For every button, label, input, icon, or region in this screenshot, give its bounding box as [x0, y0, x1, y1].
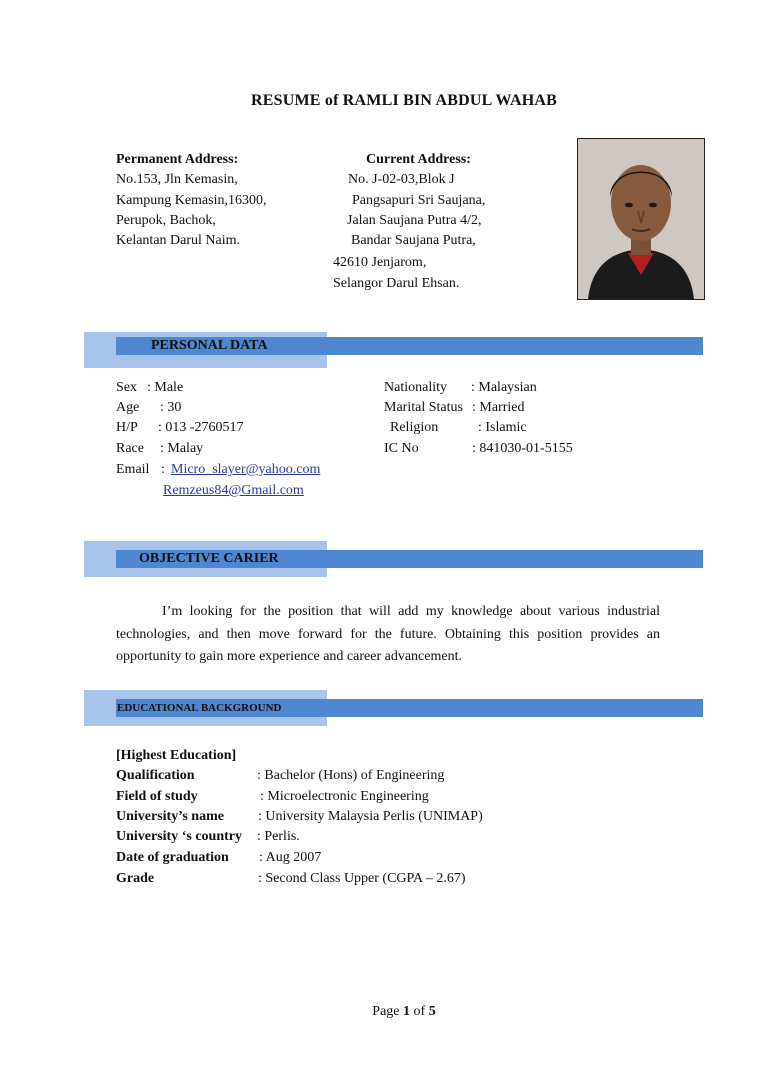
- graduation-date-value: : Aug 2007: [259, 850, 322, 865]
- sex-value: : Male: [147, 380, 184, 395]
- education-heading: [Highest Education]: [116, 748, 237, 763]
- marital-status-label: Marital Status: [384, 400, 463, 415]
- profile-photo-image: [578, 139, 704, 299]
- university-name-value: : University Malaysia Perlis (UNIMAP): [258, 809, 483, 824]
- permanent-address-line: Perupok, Bachok,: [116, 213, 216, 228]
- email-link-secondary[interactable]: Remzeus84@Gmail.com: [163, 483, 304, 498]
- age-label: Age: [116, 400, 140, 415]
- university-country-value: : Perlis.: [257, 829, 300, 844]
- sex-label: Sex: [116, 380, 137, 395]
- religion-label: Religion: [390, 420, 439, 435]
- section-title-personal-data: PERSONAL DATA: [151, 338, 268, 353]
- section-title-education: EDUCATIONAL BACKGROUND: [117, 702, 282, 714]
- field-of-study-label: Field of study: [116, 789, 198, 804]
- permanent-address-heading: Permanent Address:: [116, 152, 239, 167]
- current-page: 1: [403, 1004, 411, 1019]
- age-value: : 30: [160, 400, 182, 415]
- permanent-address-line: Kelantan Darul Naim.: [116, 233, 241, 248]
- current-address-line: Jalan Saujana Putra 4/2,: [347, 213, 482, 228]
- objective-paragraph: I’m looking for the position that will add my knowledge about various industrial technologies, and then move forward for the future. Obtaining this position provides an opportunity to gain more experience and career advancement.: [116, 604, 660, 664]
- resume-title: RESUME of RAMLI BIN ABDUL WAHAB: [251, 92, 557, 109]
- qualification-label: Qualification: [116, 768, 195, 783]
- of-word: of: [413, 1004, 426, 1019]
- nationality-label: Nationality: [384, 380, 447, 395]
- race-value: : Malay: [160, 441, 204, 456]
- email-link-primary[interactable]: Micro_slayer@yahoo.com: [171, 462, 321, 477]
- email-separator: :: [161, 462, 165, 477]
- current-address-line: 42610 Jenjarom,: [333, 255, 427, 270]
- current-address-line: Bandar Saujana Putra,: [351, 233, 476, 248]
- hp-value: : 013 -2760517: [158, 420, 244, 435]
- hp-label: H/P: [116, 420, 138, 435]
- page-word: Page: [372, 1004, 400, 1019]
- current-address-heading: Current Address:: [366, 152, 471, 167]
- qualification-value: : Bachelor (Hons) of Engineering: [257, 768, 445, 783]
- marital-status-value: : Married: [472, 400, 525, 415]
- current-address-line: Pangsapuri Sri Saujana,: [352, 193, 486, 208]
- section-title-objective: OBJECTIVE CARIER: [139, 551, 279, 566]
- total-pages: 5: [428, 1004, 436, 1019]
- university-country-label: University ‘s country: [116, 829, 242, 844]
- email-label: Email: [116, 462, 150, 477]
- grade-value: : Second Class Upper (CGPA – 2.67): [258, 871, 466, 886]
- page-number: [0, 1004, 768, 1020]
- grade-label: Grade: [116, 871, 155, 886]
- university-name-label: University’s name: [116, 809, 224, 824]
- graduation-date-label: Date of graduation: [116, 850, 229, 865]
- race-label: Race: [116, 441, 144, 456]
- profile-photo: [577, 138, 705, 300]
- ic-no-value: : 841030-01-5155: [472, 441, 573, 456]
- permanent-address-line: No.153, Jln Kemasin,: [116, 172, 238, 187]
- nationality-value: : Malaysian: [471, 380, 537, 395]
- religion-value: : Islamic: [478, 420, 527, 435]
- current-address-line: Selangor Darul Ehsan.: [333, 276, 460, 291]
- current-address-line: No. J-02-03,Blok J: [348, 172, 455, 187]
- permanent-address-line: Kampung Kemasin,16300,: [116, 193, 267, 208]
- ic-no-label: IC No: [384, 441, 419, 456]
- field-of-study-value: : Microelectronic Engineering: [260, 789, 429, 804]
